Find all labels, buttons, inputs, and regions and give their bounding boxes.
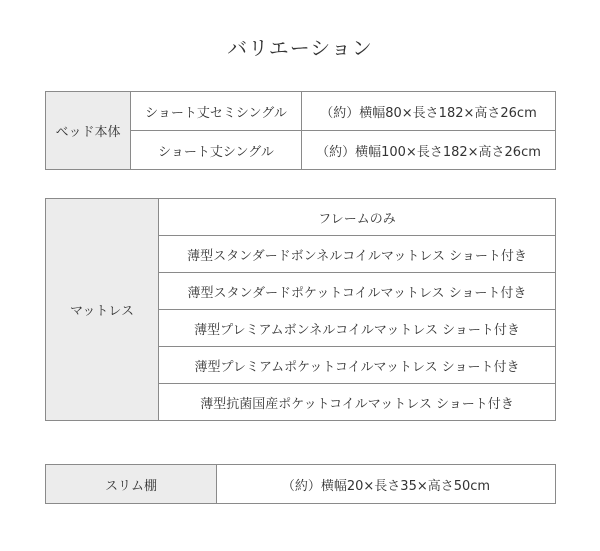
mattress-option: 薄型プレミアムボンネルコイルマットレス ショート付き: [159, 310, 556, 347]
bed-frame-label: ベッド本体: [46, 92, 131, 170]
mattress-option: 薄型スタンダードボンネルコイルマットレス ショート付き: [159, 236, 556, 273]
slim-shelf-table: [45, 464, 556, 504]
bed-size-dimensions: （約）横幅80×長さ182×高さ26cm: [302, 92, 556, 131]
slim-shelf-dimensions: （約）横幅20×長さ35×高さ50cm: [217, 465, 556, 504]
mattress-table: [45, 198, 556, 421]
bed-size-name: ショート丈セミシングル: [131, 92, 302, 131]
table-row: [46, 199, 556, 236]
mattress-label: マットレス: [46, 199, 159, 421]
table-row: [46, 92, 556, 131]
bed-frame-table: [45, 91, 556, 170]
page-title: バリエーション: [227, 36, 373, 60]
mattress-option: 薄型スタンダードポケットコイルマットレス ショート付き: [159, 273, 556, 310]
mattress-option: 薄型抗菌国産ポケットコイルマットレス ショート付き: [159, 384, 556, 421]
mattress-option: フレームのみ: [159, 199, 556, 236]
bed-size-dimensions: （約）横幅100×長さ182×高さ26cm: [302, 131, 556, 170]
bed-size-name: ショート丈シングル: [131, 131, 302, 170]
table-row: [46, 465, 556, 504]
slim-shelf-label: スリム棚: [46, 465, 217, 504]
mattress-option: 薄型プレミアムポケットコイルマットレス ショート付き: [159, 347, 556, 384]
